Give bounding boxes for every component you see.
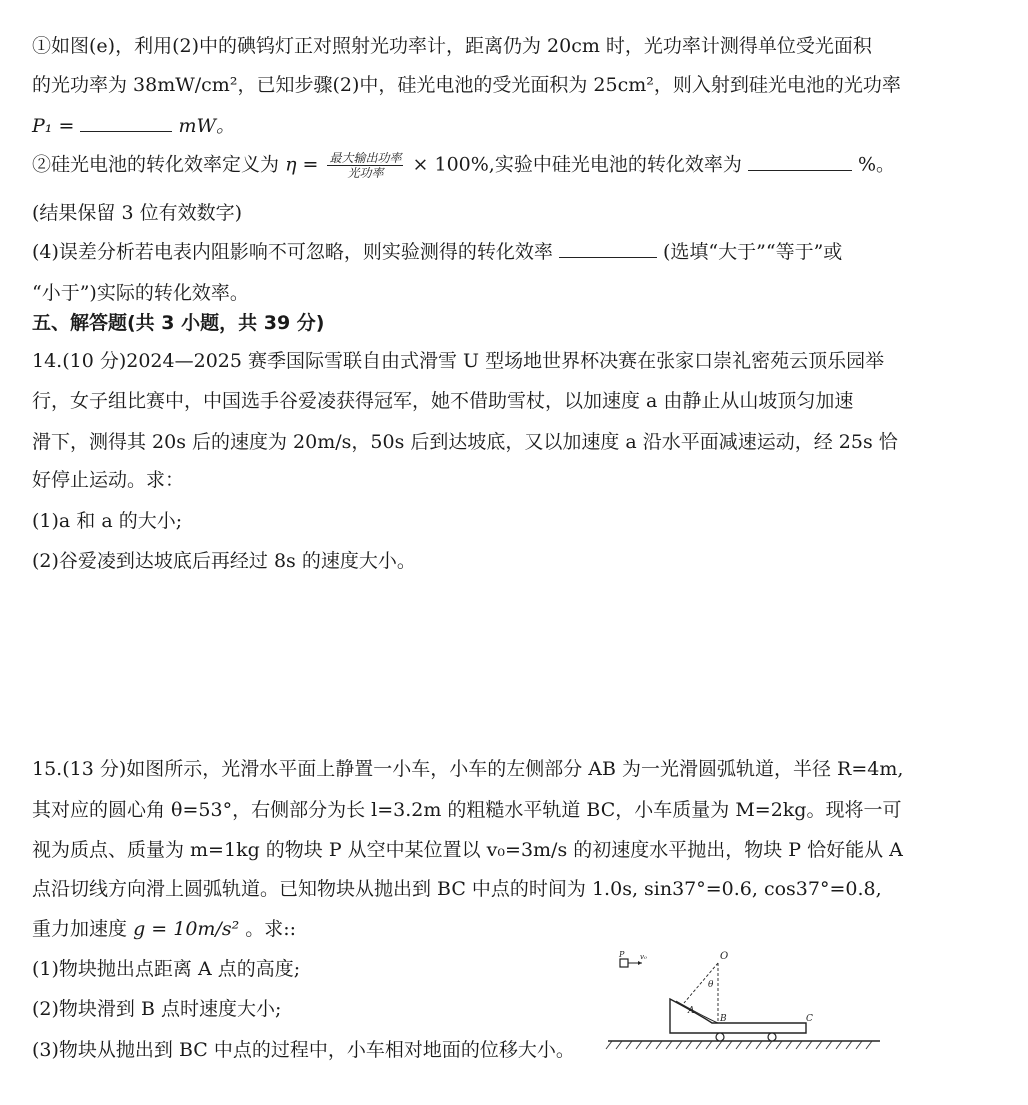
eta-symbol: η = [285, 153, 319, 176]
ground-hatching [606, 1041, 872, 1049]
q13-part1-line2: 的光功率为 38mW/cm²，已知步骤(2)中，硅光电池的受光面积为 25cm²，则入射到硅光电池的光功率 [32, 74, 901, 96]
block-p [620, 959, 628, 967]
p1-unit: mW。 [178, 115, 236, 137]
percent-sign: %。 [857, 153, 895, 176]
velocity-arrowhead [638, 961, 642, 965]
q13-part1-line1: ①如图(e)，利用(2)中的碘钨灯正对照射光功率计，距离仍为 20cm 时，光功率计测得单位受光面积 [32, 35, 872, 57]
part4-answer-blank[interactable] [559, 239, 657, 258]
q15-line2: 其对应的圆心角 θ=53°，右侧部分为长 l=3.2m 的粗糙水平轨道 BC，小车质量为 M=2kg。现将一可 [32, 799, 902, 821]
wheel-left [716, 1033, 724, 1041]
wheel-right [768, 1033, 776, 1041]
label-a: A [688, 1006, 695, 1016]
q14-line4: 好停止运动。求： [32, 469, 185, 491]
label-b: B [720, 1014, 727, 1024]
efficiency-def-text: ②硅光电池的转化效率定义为 [32, 153, 280, 176]
gravity-value: g = 10m/s² [133, 918, 240, 940]
part4-text: (4)误差分析若电表内阻影响不可忽略，则实验测得的转化效率 [32, 241, 553, 263]
q13-note: (结果保留 3 位有效数字) [32, 202, 242, 224]
q15-line4: 点沿切线方向滑上圆弧轨道。已知物块从抛出到 BC 中点的时间为 1.0s, sin37°=0.6, cos37°=0.8, [32, 878, 882, 900]
gravity-label: 重力加速度 [32, 918, 128, 940]
q15-line5 [32, 916, 296, 942]
label-p: P [619, 950, 625, 959]
q15-ask: 。求:: [245, 918, 297, 940]
p1-variable: P₁ = [32, 115, 75, 137]
efficiency-text-2: × 100%,实验中硅光电池的转化效率为 [412, 153, 742, 176]
q13-part2-line [32, 151, 895, 180]
q13-part4-line1 [32, 239, 842, 265]
q15-line3: 视为质点、质量为 m=1kg 的物块 P 从空中某位置以 v₀=3m/s 的初速度水平抛出，物块 P 恰好能从 A [32, 839, 903, 861]
q15-subquestion-3: (3)物块从抛出到 BC 中点的过程中，小车相对地面的位移大小。 [32, 1039, 575, 1061]
label-v0: v₀ [640, 953, 647, 961]
part4-options: (选填“大于”“等于”或 [663, 241, 843, 263]
q14-line1: 14.(10 分)2024—2025 赛季国际雪联自由式滑雪 U 型场地世界杯决赛在张家口崇礼密苑云顶乐园举 [32, 350, 885, 372]
label-c: C [806, 1014, 813, 1024]
cart-body [670, 999, 806, 1033]
q14-subquestion-2: (2)谷爱凌到达坡底后再经过 8s 的速度大小。 [32, 550, 416, 572]
q14-subquestion-1: (1)a 和 a 的大小; [32, 510, 183, 532]
q14-line3: 滑下，测得其 20s 后的速度为 20m/s，50s 后到达坡底，又以加速度 a 沿水平面减速运动，经 25s 恰 [32, 431, 898, 453]
fraction-numerator: 最大输出功率 [329, 151, 402, 165]
label-theta: θ [708, 980, 714, 990]
p1-answer-blank[interactable] [80, 113, 172, 132]
q15-subquestion-1: (1)物块抛出点距离 A 点的高度; [32, 958, 301, 980]
label-o: O [720, 951, 729, 962]
q13-part1-answer-line [32, 113, 235, 139]
q13-part4-line2: “小于”)实际的转化效率。 [32, 282, 249, 304]
fraction-denominator: 光功率 [347, 166, 384, 180]
efficiency-fraction [327, 151, 403, 180]
section-title: 五、解答题(共 3 小题，共 39 分) [32, 312, 325, 334]
q15-line1: 15.(13 分)如图所示，光滑水平面上静置一小车，小车的左侧部分 AB 为一光滑圆弧轨道，半径 R=4m, [32, 758, 904, 780]
q15-subquestion-2: (2)物块滑到 B 点时速度大小; [32, 998, 282, 1020]
efficiency-answer-blank[interactable] [748, 152, 852, 171]
cart-figure [600, 945, 890, 1055]
q14-line2: 行，女子组比赛中，中国选手谷爱凌获得冠军，她不借助雪杖，以加速度 a 由静止从山坡顶匀加速 [32, 390, 854, 412]
